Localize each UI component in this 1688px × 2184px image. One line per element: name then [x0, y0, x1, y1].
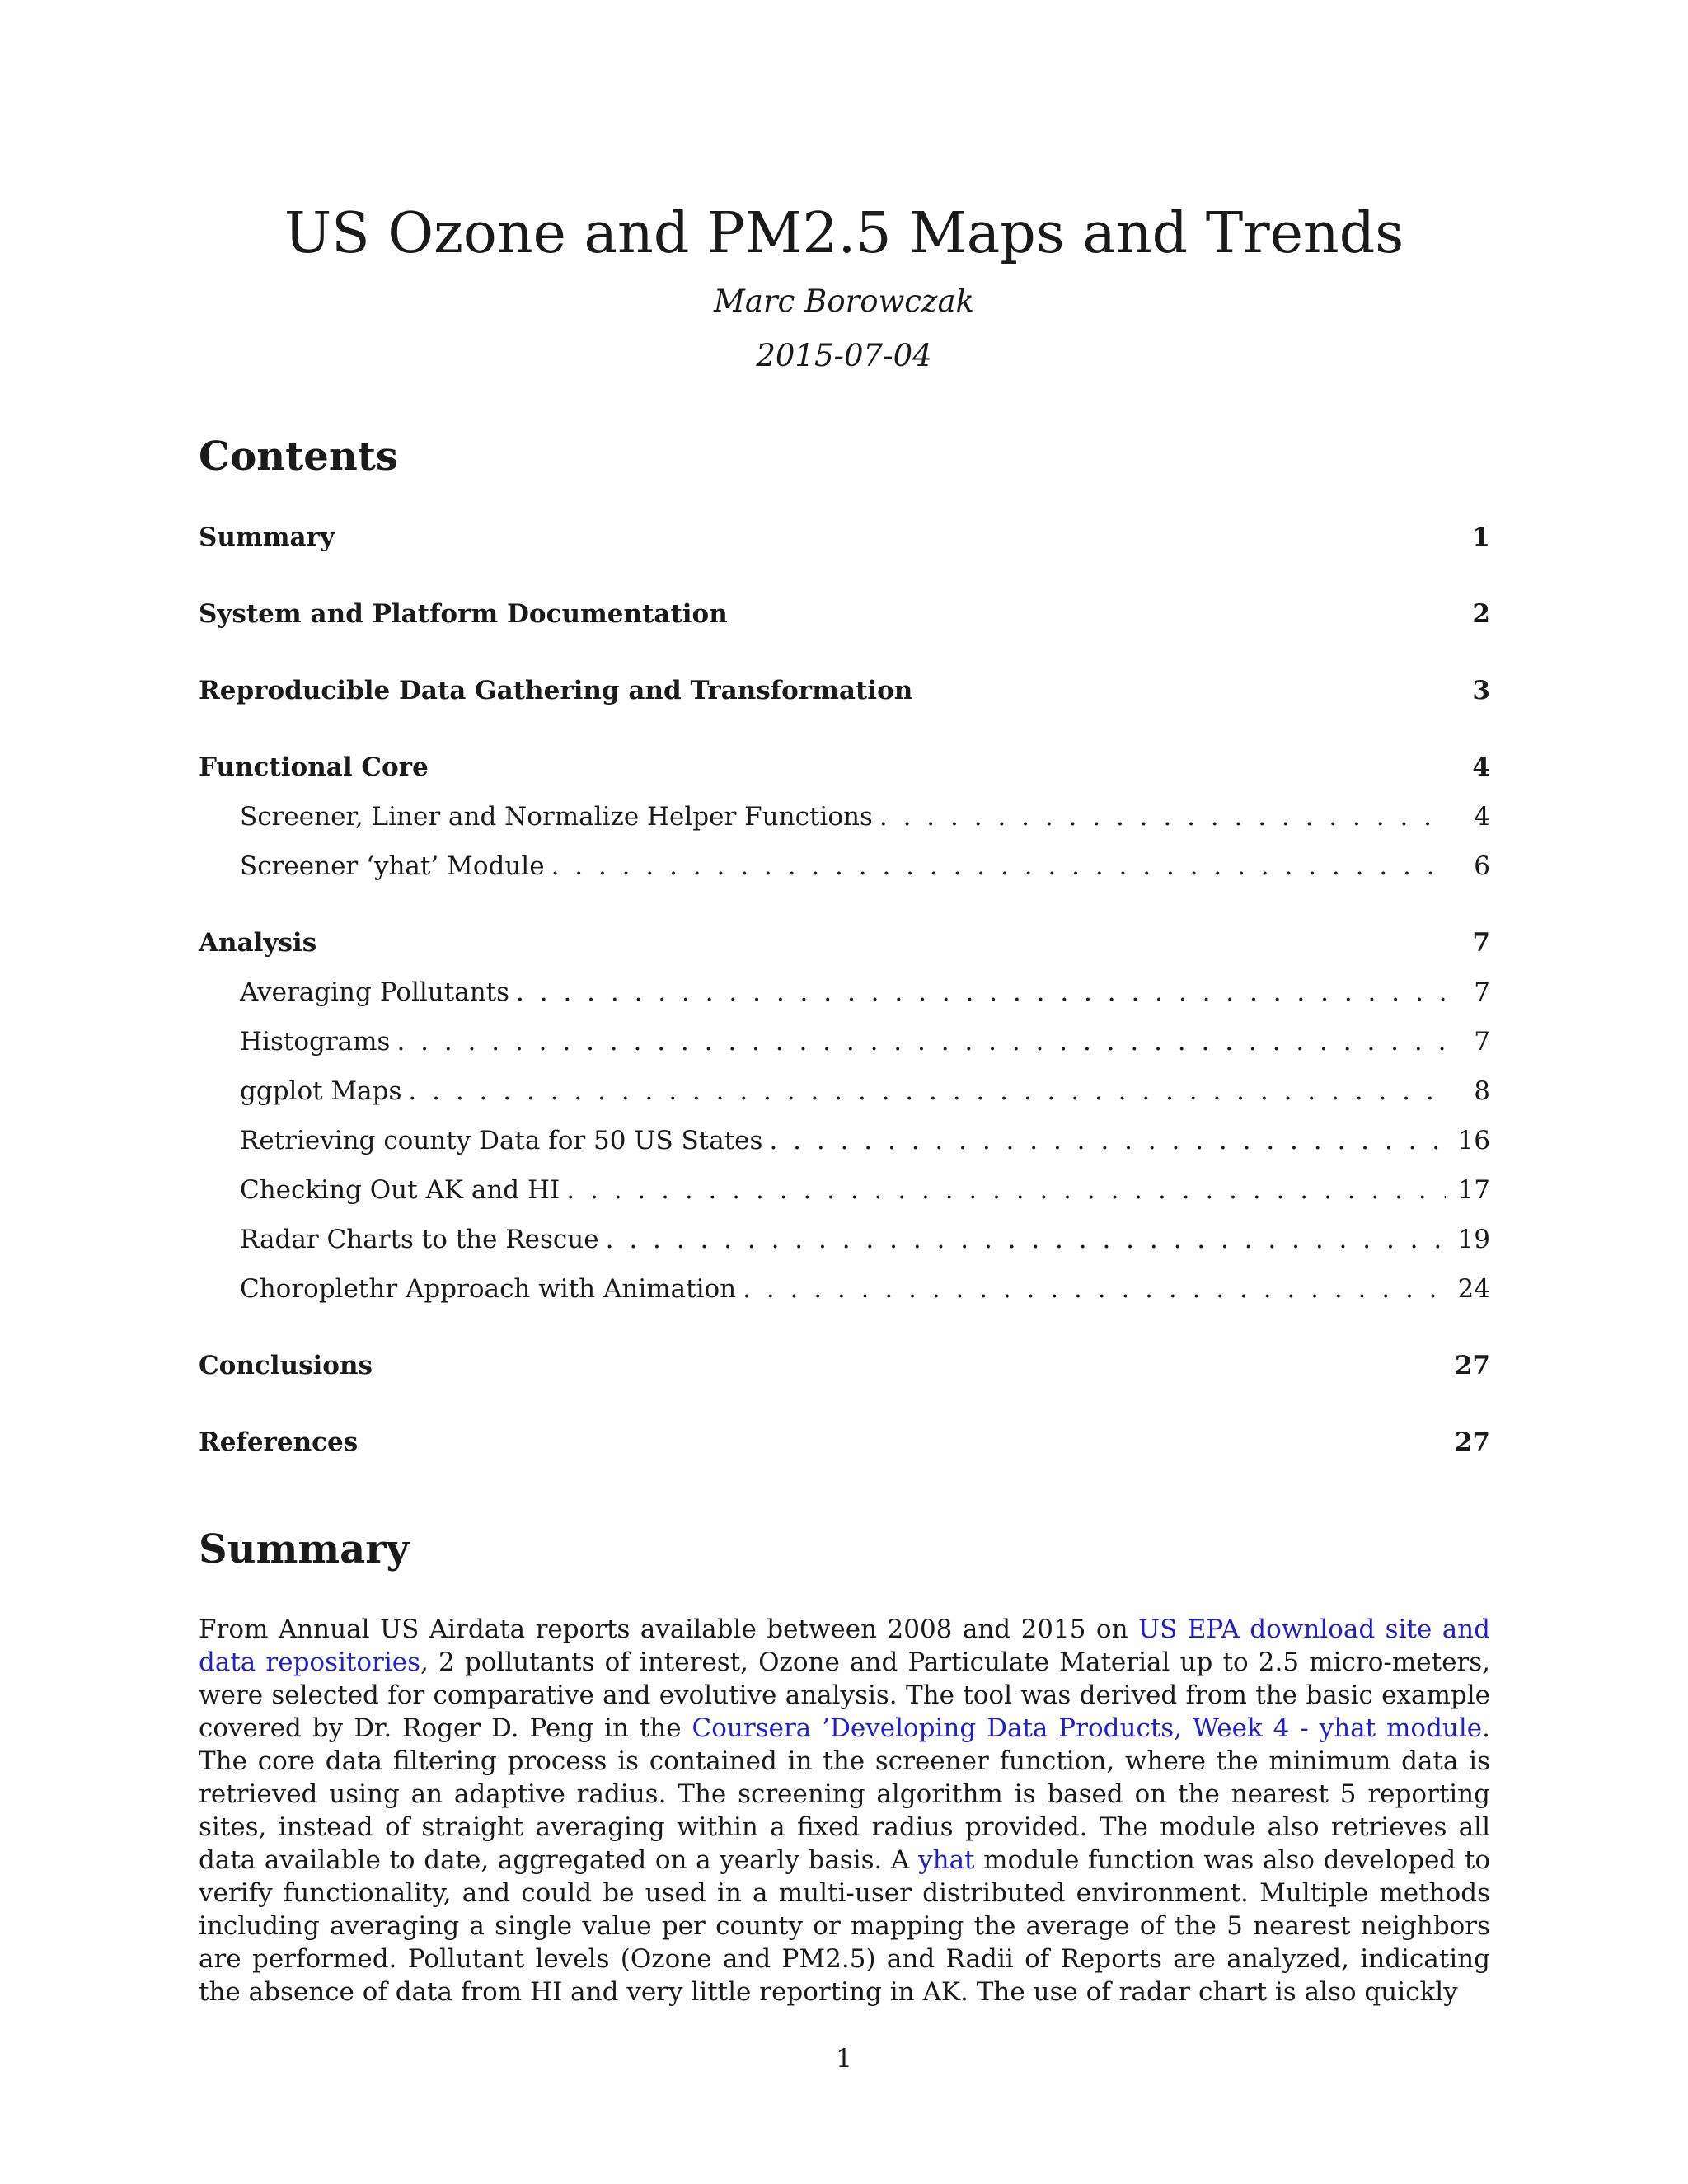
toc-entry-page: 6	[1474, 851, 1490, 881]
toc-entry-label: Choroplethr Approach with Animation	[240, 1274, 737, 1304]
toc-entry-page: 27	[1454, 1351, 1490, 1380]
toc-entry-label: Checking Out AK and HI	[240, 1175, 560, 1205]
toc-entry-checking-ak-hi[interactable]	[199, 1175, 1490, 1213]
toc-entry-label: Conclusions	[199, 1351, 373, 1380]
toc-entry-choroplethr[interactable]	[199, 1274, 1490, 1312]
toc-entry-label: Radar Charts to the Rescue	[240, 1225, 599, 1254]
document-author: Marc Borowczak	[714, 284, 974, 319]
toc-entry-label: Histograms	[240, 1027, 391, 1057]
toc-entry-conclusions[interactable]	[199, 1351, 1490, 1389]
toc-entry-label: Analysis	[199, 928, 317, 958]
toc-entry-retrieving-county-data[interactable]	[199, 1126, 1490, 1164]
toc-entry-label: Reproducible Data Gathering and Transformation	[199, 676, 913, 705]
toc-entry-page: 8	[1474, 1076, 1490, 1106]
toc-entry-page: 17	[1457, 1175, 1490, 1205]
toc-entry-analysis[interactable]	[199, 928, 1490, 966]
toc-entry-references[interactable]	[199, 1427, 1490, 1465]
toc-entry-radar-charts[interactable]	[199, 1225, 1490, 1263]
epa-download-link[interactable]: US EPA download site and data repositories	[199, 1615, 1490, 1677]
toc-entry-label: Summary	[199, 523, 335, 552]
toc-entry-label: Screener ‘yhat’ Module	[240, 851, 545, 881]
toc-entry-page: 7	[1472, 928, 1490, 958]
toc-leader-dots	[566, 1175, 1446, 1205]
summary-heading: Summary	[199, 1526, 410, 1572]
toc-entry-averaging-pollutants[interactable]	[199, 977, 1490, 1015]
summary-text: module function was also developed to verify functionality, and could be used in a multi-user distributed environment. Multiple methods including averaging a single value per county or mapping the average of the 5 nearest neighbors are performed. Pollutant levels (Ozone and PM2.5) and Radii of Reports are analyzed, indicating the absence of data from HI and very little reporting in AK. The use of radar chart is also quickly	[199, 1845, 1490, 2007]
toc-entry-label: Functional Core	[199, 752, 429, 782]
toc-entry-page: 19	[1457, 1225, 1490, 1254]
summary-text: . The core data filtering process is contained in the screener function, where the minimum data is retrieved using an adaptive radius. The screening algorithm is based on the nearest 5 reporting sites, instead of straight averaging within a fixed radius provided. The module also retrieves all data available to date, aggregated on a yearly basis. A	[199, 1713, 1490, 1875]
toc-entry-reproducible-data[interactable]	[199, 676, 1490, 714]
document-date: 2015-07-04	[756, 338, 932, 373]
toc-entry-histograms[interactable]	[199, 1027, 1490, 1065]
toc-leader-dots	[879, 802, 1446, 832]
toc-entry-page: 16	[1457, 1126, 1490, 1155]
toc-entry-screener-helpers[interactable]	[199, 802, 1490, 840]
summary-paragraph	[199, 1613, 1490, 2008]
toc-entry-page: 3	[1472, 676, 1490, 705]
toc-entry-page: 27	[1454, 1427, 1490, 1457]
toc-entry-label: ggplot Maps	[240, 1076, 402, 1106]
toc-entry-page: 4	[1474, 802, 1490, 832]
toc-leader-dots	[516, 977, 1446, 1007]
toc-entry-page: 7	[1474, 1027, 1490, 1057]
toc-leader-dots	[769, 1126, 1446, 1155]
toc-leader-dots	[551, 851, 1446, 881]
toc-entry-screener-yhat[interactable]	[199, 851, 1490, 889]
toc-entry-label: Averaging Pollutants	[240, 977, 510, 1007]
page-number: 1	[836, 2044, 852, 2074]
toc-entry-ggplot-maps[interactable]	[199, 1076, 1490, 1114]
toc-leader-dots	[606, 1225, 1446, 1254]
toc-leader-dots	[743, 1274, 1446, 1304]
toc-entry-label: System and Platform Documentation	[199, 599, 728, 629]
toc-entry-label: Screener, Liner and Normalize Helper Functions	[240, 802, 873, 832]
contents-heading: Contents	[199, 434, 398, 480]
yhat-link[interactable]: yhat	[918, 1845, 975, 1875]
toc-leader-dots	[408, 1076, 1446, 1106]
toc-entry-label: References	[199, 1427, 359, 1457]
toc-entry-label: Retrieving county Data for 50 US States	[240, 1126, 763, 1155]
coursera-yhat-link[interactable]: Coursera ’Developing Data Products, Week 4 - yhat module	[692, 1713, 1483, 1743]
document-title: US Ozone and PM2.5 Maps and Trends	[284, 201, 1404, 266]
toc-entry-page: 2	[1472, 599, 1490, 629]
toc-entry-page: 4	[1472, 752, 1490, 782]
toc-entry-system-platform-documentation[interactable]	[199, 599, 1490, 637]
summary-text: , 2 pollutants of interest, Ozone and Particulate Material up to 2.5 micro-meters, were selected for comparative and evolutive analysis. The tool was derived from the basic example covered by Dr. Roger D. Peng in the	[199, 1647, 1490, 1743]
toc-entry-summary[interactable]	[199, 523, 1490, 560]
toc-leader-dots	[396, 1027, 1446, 1057]
toc-entry-functional-core[interactable]	[199, 752, 1490, 790]
summary-text: From Annual US Airdata reports available between 2008 and 2015 on	[199, 1615, 1138, 1644]
toc-entry-page: 7	[1474, 977, 1490, 1007]
toc-entry-page: 1	[1472, 523, 1490, 552]
toc-entry-page: 24	[1457, 1274, 1490, 1304]
